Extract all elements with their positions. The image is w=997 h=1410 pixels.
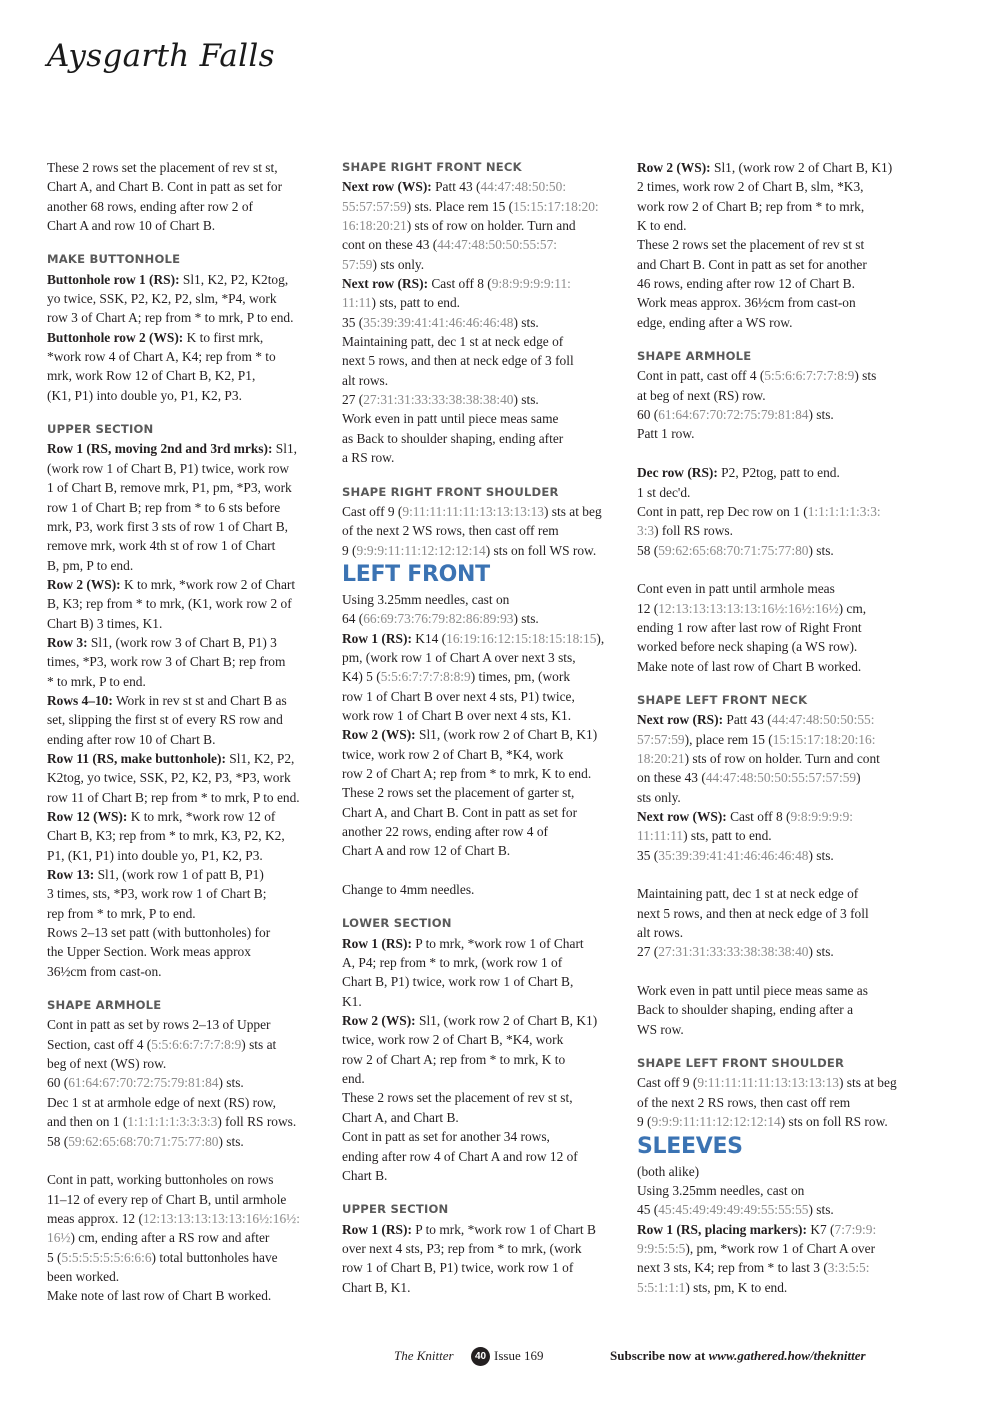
- page-footer: [0, 1348, 997, 1370]
- paragraph: Row 2 (WS): Sl1, (work row 2 of Chart B, K1) twice, work row 2 of Chart B, *K4, work row 2 of Chart A; rep from * to mrk, K to end. These 2 rows set the placement of garter st, Chart A, and Chart B. Cont in patt as set for another 22 rows, ending after row 4 of Chart A and row 12 of Chart B.: [342, 727, 598, 859]
- section-title: LEFT FRONT: [342, 561, 490, 587]
- paragraph: Cont in patt, working buttonholes on rows 11–12 of every rep of Chart B, until armhole meas approx. 12 (12:13:13:13:13:13:16½:16½: 16½) cm, ending after a RS row and after 5 (5:5:5:5:5:5:6:6:6) total buttonholes have been worked. Make note of last row of Chart B worked.: [47, 1172, 300, 1304]
- paragraph: Next row (WS): Cast off 8 (9:8:9:9:9:9: 11:11:11) sts, patt to end. 35 (35:39:39:41:41:46:46:46:48) sts.: [637, 809, 853, 863]
- paragraph: Next row (RS): Cast off 8 (9:8:9:9:9:9:11: 11:11) sts, patt to end. 35 (35:39:39:41:41:46:46:46:48) sts.: [342, 276, 571, 330]
- paragraph: Cast off 9 (9:11:11:11:11:13:13:13:13) sts at beg of the next 2 WS rows, then cast off rem 9 (9:9:9:11:11:12:12:12:14) sts on foll WS row.: [342, 503, 602, 558]
- paragraph: Row 13: Sl1, (work row 1 of patt B, P1) 3 times, sts, *P3, work row 1 of Chart B; rep from * to mrk, P to end. Rows 2–13 set patt (with buttonholes) for the Upper Section. Work meas approx 36½cm from cast-on.: [47, 867, 271, 979]
- column-1: [47, 158, 329, 1306]
- paragraph: Maintaining patt, dec 1 st at neck edge of next 5 rows, and then at neck edge of 3 foll alt rows.: [342, 334, 574, 388]
- paragraph: Next row (RS): Patt 43 (44:47:48:50:50:55: 57:57:59), place rem 15 (15:15:17:18:20:16: 18:20:21) sts of row on holder. Turn and cont on these 43 (44:47:48:50:50:55:57:57:59) sts only.: [637, 712, 880, 805]
- section-heading: UPPER SECTION: [342, 1202, 449, 1217]
- page-number: 40: [471, 1347, 490, 1366]
- paragraph: Row 1 (RS): P to mrk, *work row 1 of Chart A, P4; rep from * to mrk, (work row 1 of Chart B, P1) twice, work row 1 of Chart B, K1.: [342, 935, 584, 1009]
- section-heading: LOWER SECTION: [342, 916, 452, 931]
- paragraph: Cast off 9 (9:11:11:11:11:13:13:13:13) sts at beg of the next 2 RS rows, then cast off rem 9 (9:9:9:11:11:12:12:12:14) sts on foll RS row.: [637, 1075, 897, 1130]
- paragraph: Work even in patt until piece meas same as Back to shoulder shaping, ending after a RS row.: [342, 411, 564, 466]
- paragraph: Row 2 (WS): Sl1, (work row 2 of Chart B, K1) 2 times, work row 2 of Chart B, slm, *K3, work row 2 of Chart B; rep from * to mrk, K to end. These 2 rows set the placement of rev st st and Chart B. Cont in patt as set for another 46 rows, ending after row 12 of Chart B. Work meas approx. 36½cm from cast-on edge, ending after a WS row.: [637, 160, 893, 330]
- paragraph: Row 2 (WS): Sl1, (work row 2 of Chart B, K1) twice, work row 2 of Chart B, *K4, work row 2 of Chart A; rep from * to mrk, K to end. These 2 rows set the placement of rev st st, Chart A, and Chart B. Cont in patt as set for another 34 rows, ending after row 4 of Chart A and row 12 of Chart B.: [342, 1013, 598, 1183]
- section-heading: SHAPE ARMHOLE: [47, 998, 162, 1013]
- paragraph: Buttonhole row 1 (RS): Sl1, K2, P2, K2tog, yo twice, SSK, P2, K2, P2, slm, *P4, work row 3 of Chart A; rep from * to mrk, P to end.: [47, 271, 294, 326]
- paragraph: Cont even in patt until armhole meas 12 (12:13:13:13:13:13:16½:16½:16½) cm, ending 1 row after last row of Right Front worked before neck shaping (a WS row). Make note of last row of Chart B worked.: [637, 581, 867, 674]
- paragraph: 27 (27:31:31:33:33:38:38:38:40) sts.: [637, 944, 834, 960]
- section-title: SLEEVES: [637, 1133, 743, 1159]
- paragraph: Row 3: Sl1, (work row 3 of Chart B, P1) 3 times, *P3, work row 3 of Chart B; rep from * to mrk, P to end.: [47, 634, 286, 689]
- paragraph: Rows 4–10: Work in rev st st and Chart B as set, slipping the first st of every RS row and ending after row 10 of Chart B.: [47, 692, 287, 747]
- section-heading: SHAPE LEFT FRONT SHOULDER: [637, 1056, 845, 1071]
- paragraph: Dec row (RS): P2, P2tog, patt to end. 1 st dec'd. Cont in patt, rep Dec row on 1 (1:1:1:1:1:3:3: 3:3) foll RS rows. 58 (59:62:65:68:70:71:75:77:80) sts.: [637, 465, 881, 558]
- paragraph: Row 2 (WS): K to mrk, *work row 2 of Chart B, K3; rep from * to mrk, (K1, work row 2 of Chart B) 3 times, K1.: [47, 576, 296, 631]
- subscribe-line: Subscribe now at www.gathered.how/theknitter: [610, 1348, 866, 1363]
- paragraph: Using 3.25mm needles, cast on 64 (66:69:73:76:79:82:86:89:93) sts.: [342, 591, 539, 627]
- paragraph: Buttonhole row 2 (WS): K to first mrk, *work row 4 of Chart A, K4; rep from * to mrk, work Row 12 of Chart B, K2, P1, (K1, P1) into double yo, P1, K2, P3.: [47, 329, 276, 403]
- paragraph: Cont in patt as set by rows 2–13 of Upper Section, cast off 4 (5:5:6:6:7:7:7:8:9) sts at beg of next (WS) row. 60 (61:64:67:70:72:75:79:81:84) sts. Dec 1 st at armhole edge of next (RS) row, and then on 1 (1:1:1:1:1:3:3:3:3) foll RS rows. 58 (59:62:65:68:70:71:75:77:80) sts.: [47, 1017, 297, 1149]
- section-heading: UPPER SECTION: [47, 422, 154, 437]
- section-heading: MAKE BUTTONHOLE: [47, 252, 181, 267]
- paragraph: Maintaining patt, dec 1 st at neck edge of next 5 rows, and then at neck edge of 3 foll alt rows.: [637, 886, 869, 941]
- issue-number: Issue 169: [494, 1348, 544, 1363]
- paragraph: (both alike) Using 3.25mm needles, cast on 45 (45:45:49:49:49:49:55:55:55) sts. Row 1 (RS, placing markers): K7 (7:7:9:9: 9:9:5:5:5), pm, *work row 1 of Chart A over next 3 sts, K4; rep from * to last 3 (3:3:5:5: 5:5:1:1:1) sts, pm, K to end.: [637, 1163, 877, 1295]
- paragraph: Row 1 (RS): P to mrk, *work row 1 of Chart B over next 4 sts, P3; rep from * to mrk, (work row 1 of Chart B, P1) twice, work row 1 of Chart B, K1.: [342, 1221, 596, 1295]
- magazine-name: The Knitter: [394, 1348, 454, 1363]
- column-2: [342, 158, 624, 1297]
- paragraph: Change to 4mm needles.: [342, 882, 475, 898]
- paragraph: 27 (27:31:31:33:33:38:38:38:40) sts.: [342, 392, 539, 408]
- section-heading: SHAPE RIGHT FRONT SHOULDER: [342, 484, 559, 499]
- section-heading: SHAPE RIGHT FRONT NECK: [342, 160, 522, 174]
- paragraph: Row 11 (RS, make buttonhole): Sl1, K2, P2, K2tog, yo twice, SSK, P2, K2, P3, *P3, work row 11 of Chart B; rep from * to mrk, P to end.: [47, 750, 300, 805]
- paragraph: Work even in patt until piece meas same as Back to shoulder shaping, ending after a WS row.: [637, 983, 868, 1037]
- paragraph: Next row (WS): Patt 43 (44:47:48:50:50: 55:57:57:59) sts. Place rem 15 (15:15:17:18:20: 16:18:20:21) sts of row on holder. Turn and cont on these 43 (44:47:48:50:50:55:57: 57:59) sts only.: [342, 179, 599, 272]
- paragraph: These 2 rows set the placement of rev st st, Chart A, and Chart B. Cont in patt as set for another 68 rows, ending after row 2 of Chart A and row 10 of Chart B.: [47, 160, 283, 234]
- paragraph: Row 1 (RS, moving 2nd and 3rd mrks): Sl1, (work row 1 of Chart B, P1) twice, work row 1 of Chart B, remove mrk, P1, pm, *P3, work row 1 of Chart B; rep from * to 6 sts before mrk, P3, work first 3 sts of row 1 of Chart B, remove mrk, work 4th st of row 1 of Chart B, pm, P to end.: [47, 441, 297, 573]
- page-title: Aysgarth Falls: [47, 38, 275, 74]
- section-heading: SHAPE LEFT FRONT NECK: [637, 692, 808, 707]
- column-3: [637, 158, 919, 1297]
- subscribe-link[interactable]: www.gathered.how/theknitter: [708, 1348, 866, 1363]
- section-heading: SHAPE ARMHOLE: [637, 349, 752, 364]
- paragraph: Row 12 (WS): K to mrk, *work row 12 of Chart B, K3; rep from * to mrk, K3, P2, K2, P1, (K1, P1) into double yo, P1, K2, P3.: [47, 809, 285, 863]
- paragraph: Row 1 (RS): K14 (16:19:16:12:15:18:15:18:15), pm, (work row 1 of Chart A over next 3 sts, K4) 5 (5:5:6:7:7:7:8:8:9) times, pm, (work row 1 of Chart B over next 4 sts, P1) twice, work row 1 of Chart B over next 4 sts, K1.: [342, 630, 605, 723]
- paragraph: Cont in patt, cast off 4 (5:5:6:6:7:7:7:8:9) sts at beg of next (RS) row. 60 (61:64:67:70:72:75:79:81:84) sts. Patt 1 row.: [637, 368, 877, 442]
